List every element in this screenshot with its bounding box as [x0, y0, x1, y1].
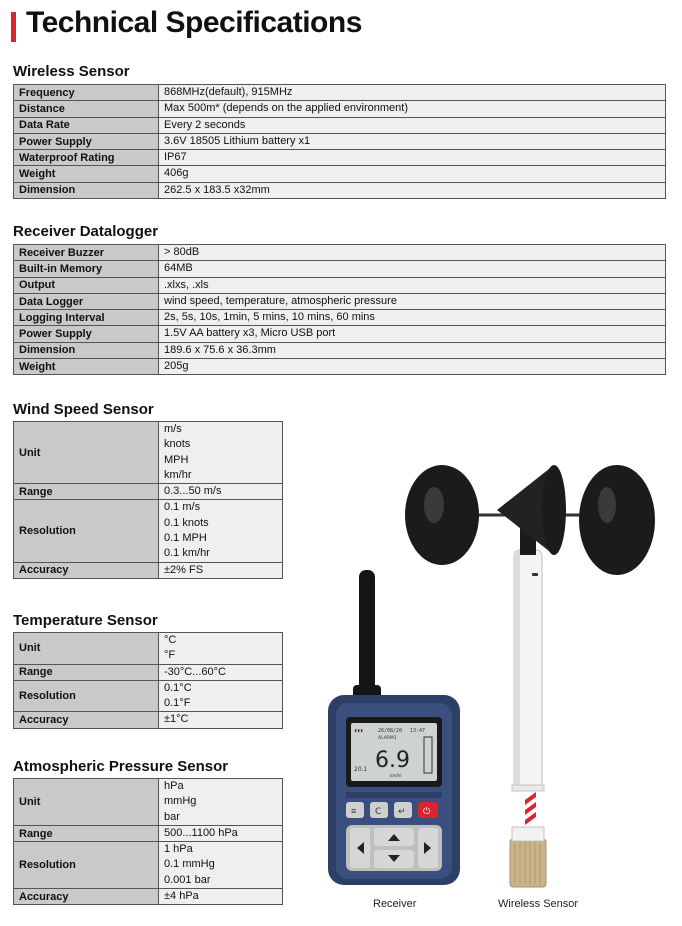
spec-value-line: Max 500m* (depends on the applied environment) — [164, 102, 408, 115]
spec-value-line: 0.1 m/s — [164, 501, 201, 514]
spec-value-line: 2s, 5s, 10s, 1min, 5 mins, 10 mins, 60 mins — [164, 311, 375, 324]
spec-value-line: m/s — [164, 423, 182, 435]
receiver-screen-time: 13:47 — [410, 728, 426, 734]
spec-row — [14, 779, 283, 826]
spec-value-line: 205g — [164, 360, 189, 373]
spec-value — [159, 889, 283, 905]
spec-key: Resolution — [14, 842, 159, 889]
atmospheric-pressure-sensor-table — [13, 778, 283, 905]
page-title: Technical Specifications — [26, 6, 362, 39]
spec-row — [14, 310, 666, 326]
spec-value-line: ±1°C — [164, 713, 189, 726]
spec-value — [159, 166, 666, 182]
spec-value-line: mmHg — [164, 795, 197, 808]
spec-row — [14, 117, 666, 133]
spec-key: Built-in Memory — [14, 261, 159, 277]
spec-value-line: 0.1 km/hr — [164, 547, 210, 560]
spec-value-line: wind speed, temperature, atmospheric pressure — [164, 294, 397, 307]
section-title-receiver-datalogger: Receiver Datalogger — [13, 223, 159, 240]
spec-key: Unit — [14, 633, 159, 665]
sensor-pole-shade — [514, 551, 520, 789]
spec-value — [159, 85, 666, 101]
spec-value-line: 1 hPa — [164, 843, 193, 856]
spec-value — [159, 326, 666, 342]
sensor-logo-icon — [525, 792, 536, 825]
receiver-power-icon: ⏻ — [423, 806, 431, 816]
spec-key: Power Supply — [14, 326, 159, 342]
spec-value — [159, 245, 666, 261]
spec-row — [14, 680, 283, 712]
temperature-sensor-table — [13, 632, 283, 729]
spec-key: Logging Interval — [14, 310, 159, 326]
spec-row — [14, 326, 666, 342]
spec-row — [14, 359, 666, 375]
spec-value-line: 868MHz(default), 915MHz — [164, 86, 293, 98]
receiver-antenna — [359, 570, 375, 700]
spec-value-line: 262.5 x 183.5 x32mm — [164, 183, 270, 196]
spec-row — [14, 633, 283, 665]
section-title-wind-speed-sensor: Wind Speed Sensor — [13, 401, 154, 418]
spec-row — [14, 85, 666, 101]
spec-value-line: 500...1100 hPa — [164, 826, 238, 839]
spec-value-line: 406g — [164, 167, 189, 180]
spec-key: Output — [14, 277, 159, 293]
receiver-caption: Receiver — [373, 898, 417, 910]
receiver-screen-temp: 20.1 — [354, 766, 368, 773]
section-title-wireless-sensor: Wireless Sensor — [13, 63, 130, 80]
spec-value-line: bar — [164, 810, 180, 823]
spec-value-line: 0.1°F — [164, 697, 191, 710]
spec-value-line: MPH — [164, 453, 189, 466]
spec-key: Weight — [14, 359, 159, 375]
spec-key: Resolution — [14, 500, 159, 562]
receiver-datalogger-table — [13, 244, 666, 375]
spec-key: Accuracy — [14, 889, 159, 905]
spec-key: Range — [14, 484, 159, 500]
spec-key: Dimension — [14, 182, 159, 198]
spec-value-line: 64MB — [164, 262, 193, 275]
spec-value-line: °C — [164, 634, 177, 646]
wireless-sensor-caption: Wireless Sensor — [498, 898, 579, 910]
spec-value-line: ±4 hPa — [164, 890, 199, 903]
spec-value — [159, 310, 666, 326]
spec-key: Resolution — [14, 680, 159, 712]
spec-value — [159, 562, 283, 578]
spec-value-line: 0.3...50 m/s — [164, 485, 222, 498]
spec-key: Range — [14, 664, 159, 680]
spec-value — [159, 500, 283, 562]
spec-key: Receiver Buzzer — [14, 245, 159, 261]
spec-row — [14, 664, 283, 680]
receiver-c-icon: C — [375, 807, 382, 817]
spec-value-line: 189.6 x 75.6 x 36.3mm — [164, 343, 276, 356]
receiver-enter-icon: ↵ — [398, 806, 406, 816]
spec-value — [159, 842, 283, 889]
device-illustration — [322, 455, 682, 895]
spec-row — [14, 842, 283, 889]
spec-value-line: 3.6V 18505 Lithium battery x1 — [164, 134, 311, 147]
spec-value-line: ±2% FS — [164, 563, 204, 576]
spec-value — [159, 150, 666, 166]
spec-row — [14, 562, 283, 578]
spec-key: Accuracy — [14, 712, 159, 728]
spec-value — [159, 117, 666, 133]
spec-row — [14, 261, 666, 277]
spec-key: Weight — [14, 166, 159, 182]
section-title-temperature-sensor: Temperature Sensor — [13, 612, 158, 629]
spec-key: Power Supply — [14, 133, 159, 149]
spec-row — [14, 101, 666, 117]
spec-row — [14, 182, 666, 198]
receiver-screen-unit: km/hr — [390, 773, 402, 778]
spec-value — [159, 101, 666, 117]
spec-row — [14, 825, 283, 841]
spec-row — [14, 293, 666, 309]
spec-row — [14, 150, 666, 166]
spec-value — [159, 422, 283, 484]
wind-speed-sensor-table — [13, 421, 283, 579]
receiver-menu-icon: ≡ — [351, 806, 357, 816]
spec-row — [14, 342, 666, 358]
receiver-screen-value: 6.9 — [375, 748, 410, 773]
spec-key: Frequency — [14, 85, 159, 101]
spec-value-line: km/hr — [164, 468, 192, 481]
spec-value — [159, 277, 666, 293]
spec-value-line: -30°C...60°C — [164, 665, 226, 678]
receiver-screen-alarm: ALARM1 — [378, 736, 397, 741]
spec-key: Data Rate — [14, 117, 159, 133]
spec-key: Accuracy — [14, 562, 159, 578]
spec-value — [159, 484, 283, 500]
spec-value — [159, 293, 666, 309]
anemometer-cup-right — [579, 465, 655, 575]
spec-row — [14, 277, 666, 293]
spec-value-line: knots — [164, 438, 191, 451]
spec-key: Range — [14, 825, 159, 841]
wireless-sensor-table — [13, 84, 666, 199]
spec-value — [159, 825, 283, 841]
spec-value-line: 0.1°C — [164, 681, 192, 694]
spec-value-line: .xlxs, .xls — [164, 278, 209, 291]
spec-value-line: 0.001 bar — [164, 873, 211, 886]
spec-row — [14, 422, 283, 484]
spec-value — [159, 342, 666, 358]
spec-key: Distance — [14, 101, 159, 117]
spec-key: Unit — [14, 779, 159, 826]
spec-row — [14, 484, 283, 500]
spec-value-line: IP67 — [164, 151, 187, 164]
spec-row — [14, 166, 666, 182]
spec-value — [159, 680, 283, 712]
sensor-indicator — [532, 573, 538, 576]
spec-value-line: hPa — [164, 780, 184, 792]
spec-row — [14, 889, 283, 905]
section-title-atmospheric-pressure-sensor: Atmospheric Pressure Sensor — [13, 758, 229, 775]
spec-row — [14, 133, 666, 149]
receiver-screen-date: 26/08/20 — [378, 728, 403, 734]
spec-value-line: 1.5V AA battery x3, Micro USB port — [164, 327, 336, 340]
spec-row — [14, 712, 283, 728]
spec-value-line: Every 2 seconds — [164, 118, 246, 131]
spec-value — [159, 664, 283, 680]
spec-value — [159, 779, 283, 826]
spec-row — [14, 500, 283, 562]
spec-value-line: 0.1 mmHg — [164, 858, 215, 871]
receiver-screen-battery-icon: ▮▮▮ — [354, 728, 364, 734]
title-accent-bar — [11, 12, 16, 42]
spec-value — [159, 182, 666, 198]
spec-value — [159, 133, 666, 149]
receiver-image — [328, 570, 460, 885]
spec-key: Waterproof Rating — [14, 150, 159, 166]
spec-key: Data Logger — [14, 293, 159, 309]
spec-value-line: °F — [164, 649, 176, 662]
spec-value-line: 0.1 knots — [164, 516, 209, 529]
spec-value — [159, 261, 666, 277]
spec-key: Unit — [14, 422, 159, 484]
spec-value-line: > 80dB — [164, 246, 200, 258]
spec-value-line: 0.1 MPH — [164, 532, 207, 545]
spec-value — [159, 712, 283, 728]
spec-row — [14, 245, 666, 261]
spec-value — [159, 633, 283, 665]
spec-key: Dimension — [14, 342, 159, 358]
spec-value — [159, 359, 666, 375]
